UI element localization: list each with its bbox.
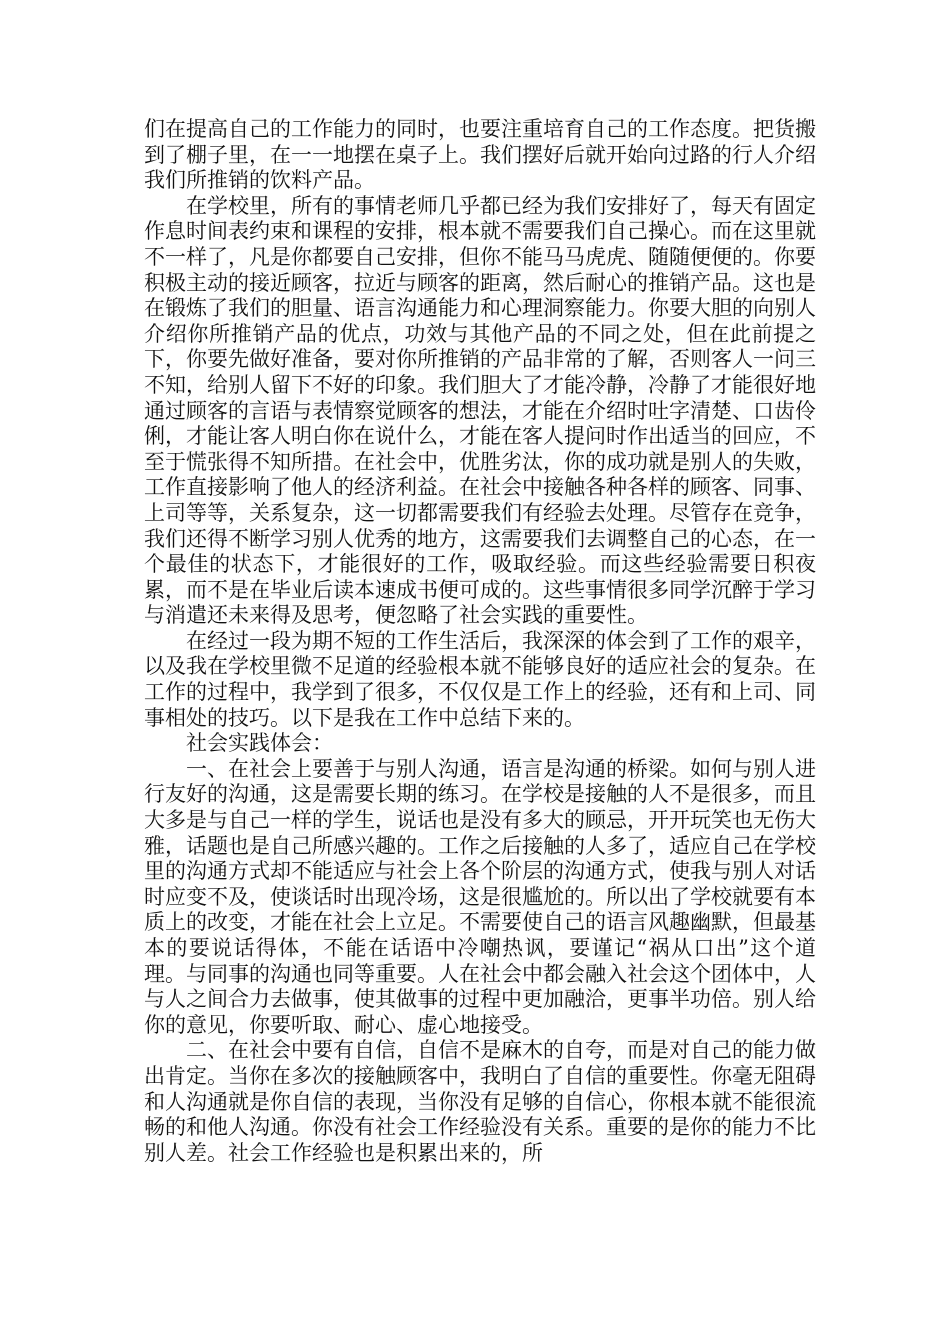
- paragraph-point-one-communication: 一、在社会上要善于与别人沟通，语言是沟通的桥梁。如何与别人进行友好的沟通，这是需要长期的练习。在学校是接触的人不是很多，而且大多是与自己一样的学生，说话也是没有多大的顾忌，开开玩笑也无伤大雅，话题也是自己所感兴趣的。工作之后接触的人多了，适应自己在学校里的沟通方式却不能适应与社会上各个阶层的沟通方式，使我与别人对话时应变不及，使谈话时出现冷场，这是很尴尬的。所以出了学校就要有本质上的改变，才能在社会上立足。不需要使自己的语言风趣幽默，但最基本的要说话得体，不能在话语中冷嘲热讽，要谨记“祸从口出”这个道理。与同事的沟通也同等重要。人在社会中都会融入社会这个团体中，人与人之间合力去做事，使其做事的过程中更加融洽，更事半功倍。别人给你的意见，你要听取、耐心、虚心地接受。: [144, 756, 816, 1037]
- document-page: [144, 117, 816, 1166]
- paragraph-point-two-confidence: 二、在社会中要有自信，自信不是麻木的自夸，而是对自己的能力做出肯定。当你在多次的接触顾客中，我明白了自信的重要性。你毫无阻碍和人沟通就是你自信的表现，当你没有足够的自信心，你根本就不能很流畅的和他人沟通。你没有社会工作经验没有关系。重要的是你的能力不比别人差。社会工作经验也是积累出来的，所: [144, 1038, 816, 1165]
- paragraph-work-experience: 在经过一段为期不短的工作生活后，我深深的体会到了工作的艰辛，以及我在学校里微不足道的经验根本就不能够良好的适应社会的复杂。在工作的过程中，我学到了很多，不仅仅是工作上的经验，还有和上司、同事相处的技巧。以下是我在工作中总结下来的。: [144, 628, 816, 730]
- paragraph-school-vs-work: 在学校里，所有的事情老师几乎都已经为我们安排好了，每天有固定作息时间表约束和课程的安排，根本就不需要我们自己操心。而在这里就不一样了，凡是你都要自己安排，但你不能马马虎虎、随随便便的。你要积极主动的接近顾客，拉近与顾客的距离，然后耐心的推销产品。这也是在锻炼了我们的胆量、语言沟通能力和心理洞察能力。你要大胆的向别人介绍你所推销产品的优点，功效与其他产品的不同之处，但在此前提之下，你要先做好准备，要对你所推销的产品非常的了解，否则客人一问三不知，给别人留下不好的印象。我们胆大了才能冷静，冷静了才能很好地通过顾客的言语与表情察觉顾客的想法，才能在介绍时吐字清楚、口齿伶俐，才能让客人明白你在说什么，才能在客人提问时作出适当的回应，不至于慌张得不知所措。在社会中，优胜劣汰，你的成功就是别人的失败，工作直接影响了他人的经济利益。在社会中接触各种各样的顾客、同事、上司等等，关系复杂，这一切都需要我们有经验去处理。尽管存在竞争，我们还得不断学习别人优秀的地方，这需要我们去调整自己的心态，在一个最佳的状态下，才能很好的工作，吸取经验。而这些经验需要日积夜累，而不是在毕业后读本速成书便可成的。这些事情很多同学沉醉于学习与消遣还未来得及思考，便忽略了社会实践的重要性。: [144, 193, 816, 628]
- paragraph-continuation: 们在提高自己的工作能力的同时，也要注重培育自己的工作态度。把货搬到了棚子里，在一一地摆在桌子上。我们摆好后就开始向过路的行人介绍我们所推销的饮料产品。: [144, 117, 816, 193]
- section-heading-practice-insights: 社会实践体会：: [186, 731, 333, 756]
